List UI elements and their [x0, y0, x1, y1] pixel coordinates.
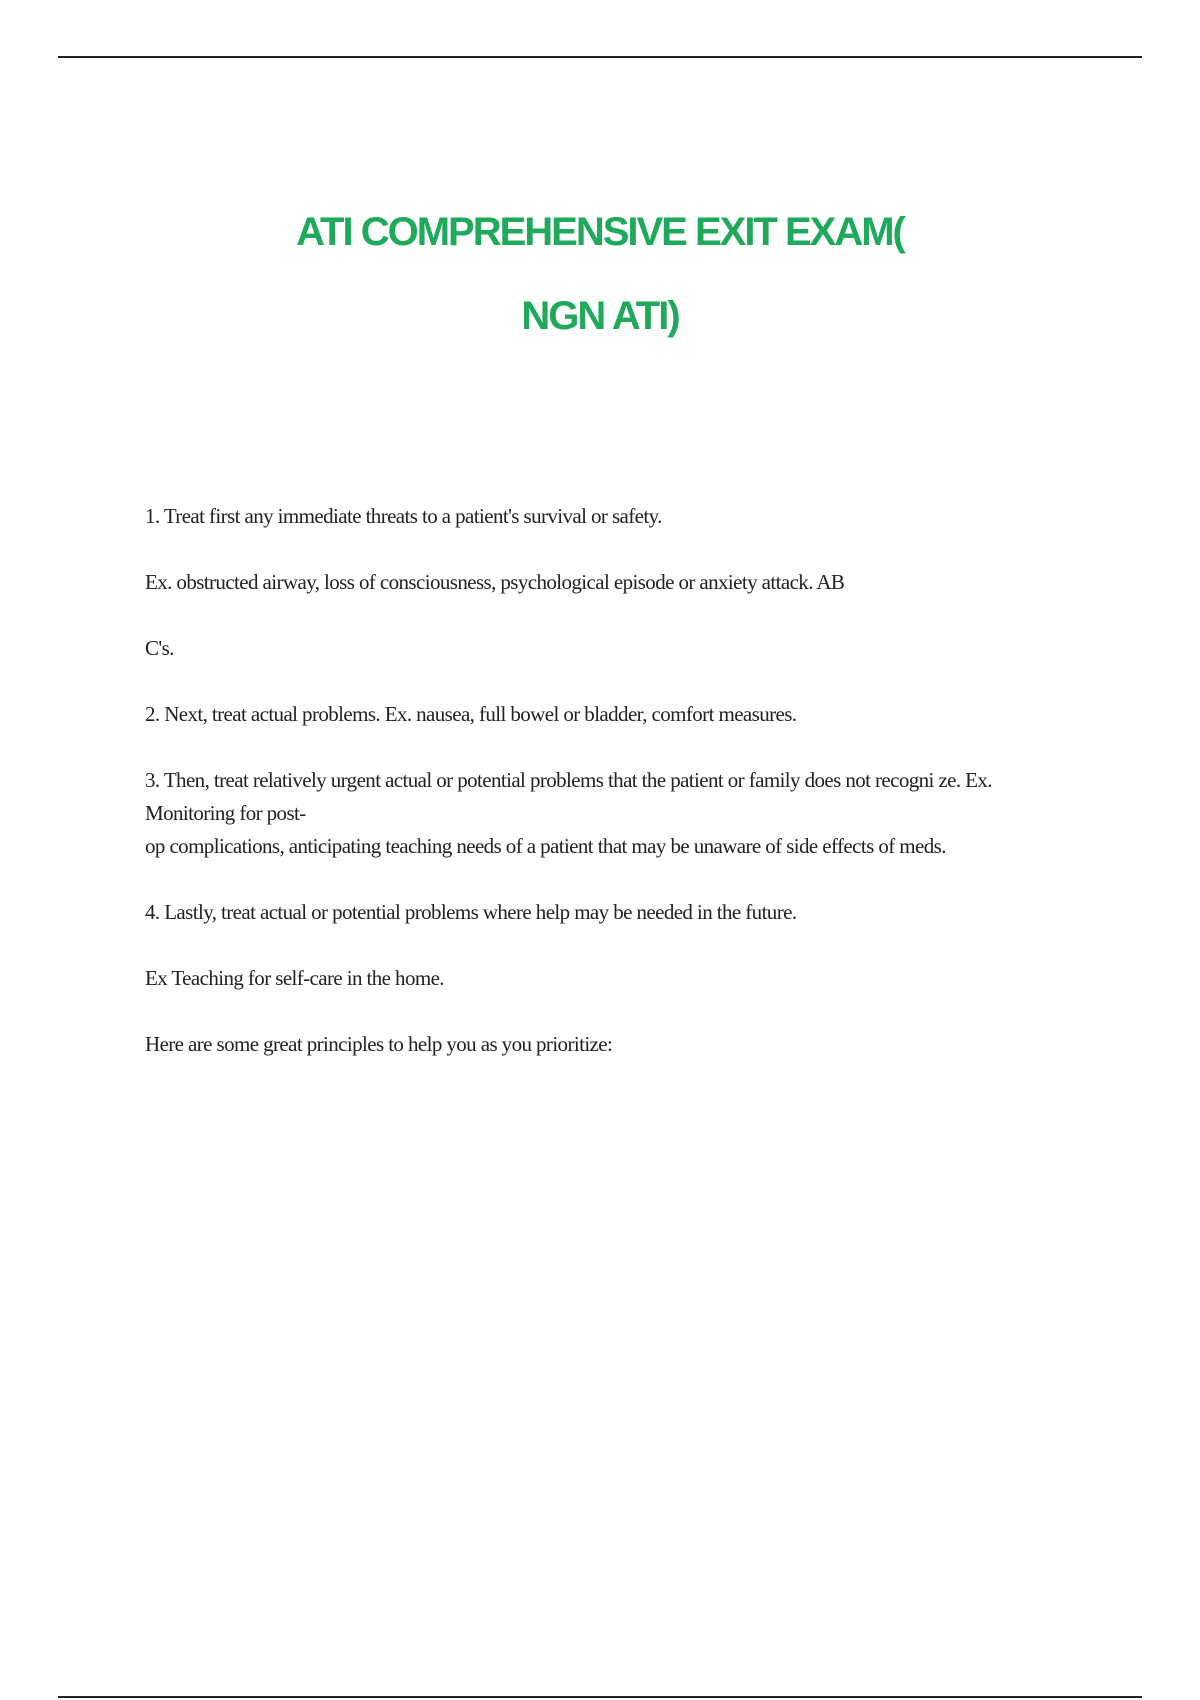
title-line-1: ATI COMPREHENSIVE EXIT EXAM(	[296, 210, 904, 254]
top-rule	[58, 56, 1142, 58]
document-title	[0, 190, 1200, 358]
paragraph-priority-3: 3. Then, treat relatively urgent actual or potential problems that the patient or family does not recogni ze. Ex. Monitoring for post-	[145, 768, 992, 825]
paragraph-priority-3-cont: op complications, anticipating teaching needs of a patient that may be unaware of side effects of meds.	[145, 834, 946, 858]
paragraph-priority-2: 2. Next, treat actual problems. Ex. nausea, full bowel or bladder, comfort measures.	[145, 702, 797, 726]
bottom-rule	[58, 1696, 1142, 1698]
paragraph-priority-1-example: Ex. obstructed airway, loss of consciousness, psychological episode or anxiety attack. AB	[145, 570, 845, 594]
paragraph-priority-1-example-cont: C's.	[145, 636, 174, 660]
title-line-2: NGN ATI)	[521, 294, 679, 338]
paragraph-principles-intro: Here are some great principles to help you as you prioritize:	[145, 1032, 613, 1056]
document-body	[145, 500, 1085, 1094]
paragraph-priority-4-example: Ex Teaching for self-care in the home.	[145, 966, 444, 990]
paragraph-priority-1: 1. Treat first any immediate threats to a patient's survival or safety.	[145, 504, 662, 528]
paragraph-priority-4: 4. Lastly, treat actual or potential problems where help may be needed in the future.	[145, 900, 797, 924]
